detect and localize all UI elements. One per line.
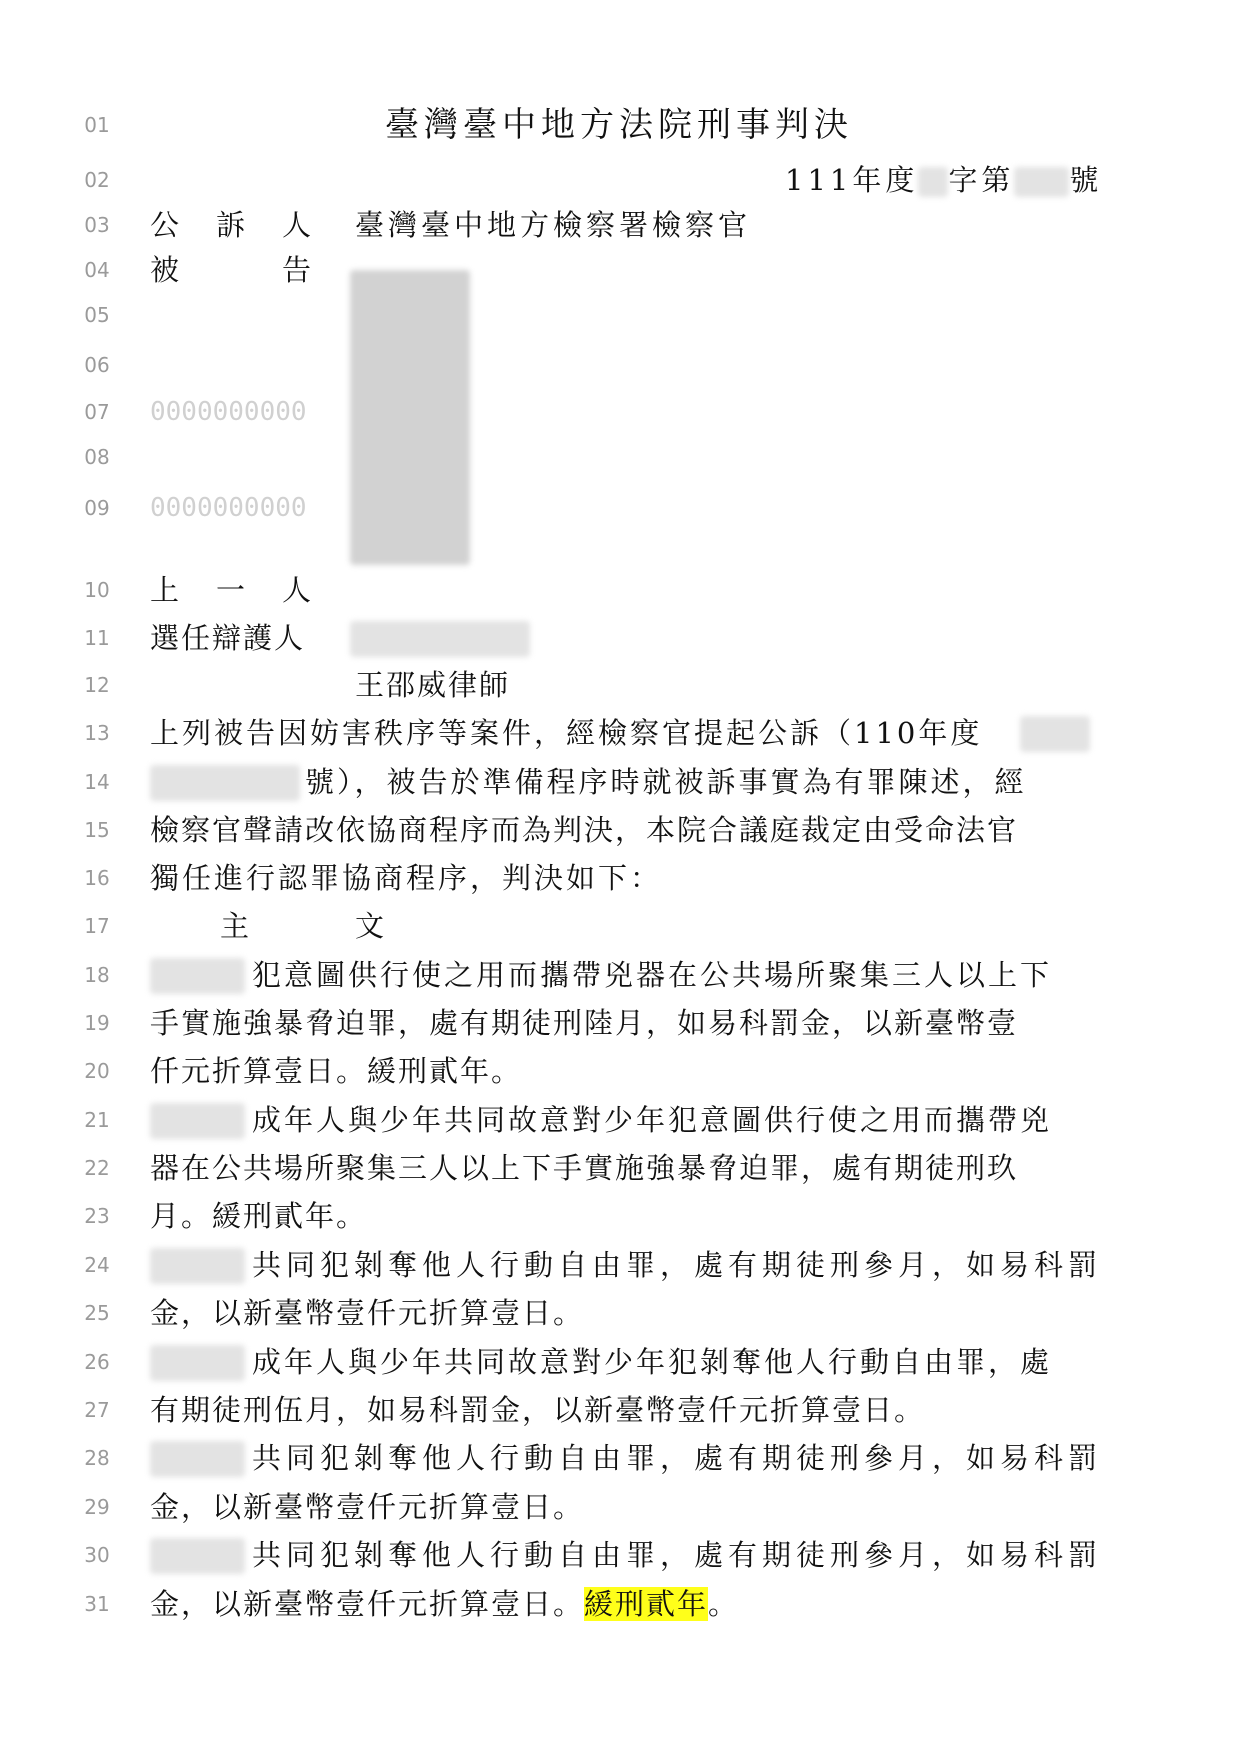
redacted-name: [150, 958, 245, 994]
line-03: [0, 205, 1239, 245]
line-17: [0, 906, 1239, 946]
sentence-line: 金，以新臺幣壹仟元折算壹日。: [150, 1587, 585, 1621]
line-number: 29: [84, 1495, 110, 1519]
redacted-block: [150, 765, 300, 801]
line-05: [0, 295, 1239, 335]
faint-id-digits: 0000000000: [150, 397, 307, 427]
line-12: [0, 665, 1239, 705]
line-13: [0, 713, 1239, 753]
intro-line: 獨任進行認罪協商程序，判決如下：: [150, 861, 663, 895]
sentence-line: 共同犯剝奪他人行動自由罪，處有期徒刑參月，如易科罰: [252, 1441, 1103, 1475]
line-15: [0, 810, 1239, 850]
line-number: 13: [84, 721, 110, 745]
line-number: 14: [84, 770, 110, 794]
sentence-line: 金，以新臺幣壹仟元折算壹日。: [150, 1296, 585, 1330]
line-number: 12: [84, 673, 110, 697]
line-number: 08: [84, 445, 110, 469]
line-number: 15: [84, 818, 110, 842]
line-18: [0, 955, 1239, 995]
sentence-line: 月。緩刑貳年。: [150, 1199, 368, 1233]
sentence-line: 犯意圖供行使之用而攜帶兇器在公共場所聚集三人以上下: [252, 958, 1053, 992]
line-22: [0, 1148, 1239, 1188]
line-29: [0, 1487, 1239, 1527]
redacted-name: [150, 1345, 245, 1381]
sentence-line: 共同犯剝奪他人行動自由罪，處有期徒刑參月，如易科罰: [252, 1248, 1103, 1282]
redacted-block: [1020, 716, 1090, 752]
document-title: 臺灣臺中地方法院刑事判決: [385, 105, 853, 145]
line-16: [0, 858, 1239, 898]
line-number: 22: [84, 1156, 110, 1180]
defendant-label: 被 告: [150, 253, 316, 287]
line-number: 06: [84, 353, 110, 377]
sentence-line: 金，以新臺幣壹仟元折算壹日。: [150, 1490, 585, 1524]
redacted-name: [150, 1103, 245, 1139]
prosecutor-label: 公 訴 人: [150, 208, 316, 242]
same-person-label: 上 一 人: [150, 573, 316, 607]
line-04: [0, 250, 1239, 290]
line-number: 21: [84, 1108, 110, 1132]
line-number: 25: [84, 1301, 110, 1325]
line-number: 17: [84, 914, 110, 938]
line-09: [0, 488, 1239, 528]
redacted-block: [350, 621, 530, 657]
line-number: 16: [84, 866, 110, 890]
line-number: 11: [84, 626, 110, 650]
line-number: 04: [84, 258, 110, 282]
redacted-block: [1014, 167, 1069, 197]
redacted-name: [150, 1538, 245, 1574]
case-year: 111年度: [785, 163, 919, 197]
line-06: [0, 345, 1239, 385]
intro-line: 檢察官聲請改依協商程序而為判決，本院合議庭裁定由受命法官: [150, 813, 1019, 847]
sentence-line: 成年人與少年共同故意對少年犯意圖供行使之用而攜帶兇: [252, 1103, 1053, 1137]
final-sentence-line: [150, 1584, 739, 1624]
case-zi: 字第: [948, 163, 1015, 197]
line-08: [0, 437, 1239, 477]
sentence-line: 成年人與少年共同故意對少年犯剝奪他人行動自由罪，處: [252, 1345, 1053, 1379]
line-number: 26: [84, 1350, 110, 1374]
highlighted-probation: 緩刑貳年: [584, 1587, 709, 1621]
line-number: 31: [84, 1592, 110, 1616]
line-27: [0, 1390, 1239, 1430]
main-text-heading-1: 主: [220, 909, 254, 943]
line-25: [0, 1293, 1239, 1333]
line-number: 03: [84, 213, 110, 237]
sentence-line: 器在公共場所聚集三人以上下手實施強暴脅迫罪，處有期徒刑玖: [150, 1151, 1019, 1185]
case-hao: 號: [1069, 163, 1103, 197]
faint-id-digits: 0000000000: [150, 493, 307, 523]
line-01: [0, 105, 1239, 145]
line-number: 09: [84, 496, 110, 520]
line-14: [0, 762, 1239, 802]
line-10: [0, 570, 1239, 610]
line-number: 30: [84, 1543, 110, 1567]
line-24: [0, 1245, 1239, 1285]
line-number: 27: [84, 1398, 110, 1422]
line-number: 19: [84, 1011, 110, 1035]
case-number: [785, 160, 1102, 200]
intro-line: 號），被告於準備程序時就被訴事實為有罪陳述，經: [305, 765, 1027, 799]
prosecutor-value: 臺灣臺中地方檢察署檢察官: [355, 208, 752, 242]
line-19: [0, 1003, 1239, 1043]
final-period: 。: [708, 1587, 740, 1621]
line-number: 05: [84, 303, 110, 327]
line-30: [0, 1535, 1239, 1575]
lawyer-name: 王邵威律師: [355, 668, 511, 702]
line-02: [0, 160, 1239, 200]
redacted-name: [150, 1441, 245, 1477]
redacted-name: [150, 1248, 245, 1284]
sentence-line: 有期徒刑伍月，如易科罰金，以新臺幣壹仟元折算壹日。: [150, 1393, 926, 1427]
intro-line: 上列被告因妨害秩序等案件，經檢察官提起公訴（110年度: [150, 716, 983, 750]
line-number: 02: [84, 168, 110, 192]
line-number: 23: [84, 1204, 110, 1228]
line-number: 20: [84, 1059, 110, 1083]
line-31: [0, 1584, 1239, 1624]
line-26: [0, 1342, 1239, 1382]
line-11: [0, 618, 1239, 658]
line-number: 18: [84, 963, 110, 987]
defense-counsel-label: 選任辯護人: [150, 621, 306, 655]
line-number: 28: [84, 1446, 110, 1470]
line-number: 07: [84, 400, 110, 424]
main-text-heading-2: 文: [355, 909, 389, 943]
line-23: [0, 1196, 1239, 1236]
line-28: [0, 1438, 1239, 1478]
line-21: [0, 1100, 1239, 1140]
line-number: 10: [84, 578, 110, 602]
sentence-line: 手實施強暴脅迫罪，處有期徒刑陸月，如易科罰金，以新臺幣壹: [150, 1006, 1019, 1040]
line-07: [0, 392, 1239, 432]
redacted-block: [918, 167, 948, 197]
sentence-line: 共同犯剝奪他人行動自由罪，處有期徒刑參月，如易科罰: [252, 1538, 1103, 1572]
sentence-line: 仟元折算壹日。緩刑貳年。: [150, 1054, 523, 1088]
line-number: 24: [84, 1253, 110, 1277]
line-20: [0, 1051, 1239, 1091]
line-number: 01: [84, 113, 110, 137]
